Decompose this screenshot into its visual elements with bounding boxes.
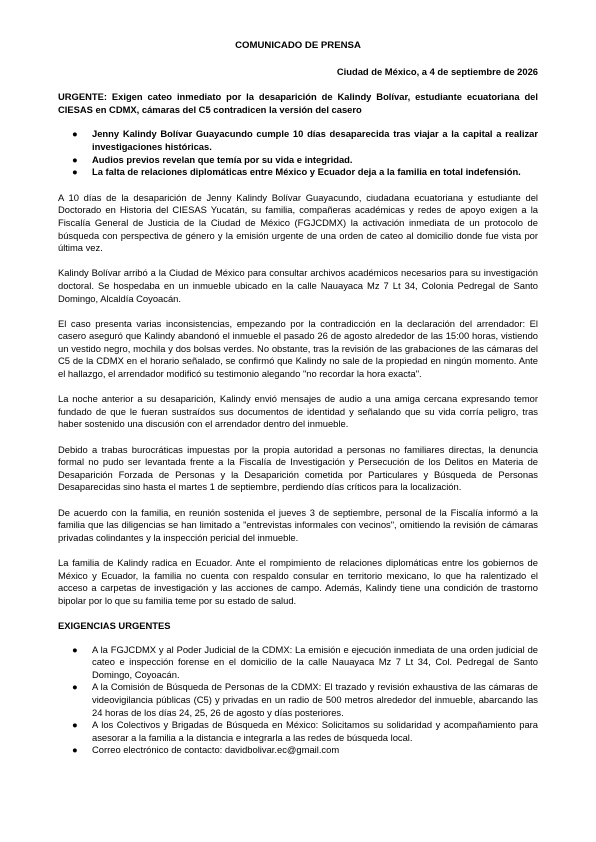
demand-item bbox=[58, 644, 538, 682]
body-paragraph: Debido a trabas burocráticas impuestas por la propia autoridad a personas no familiares directas, la denuncia formal no pudo ser levantada frente a la Fiscalía de Investigación y Persecución de los Delitos en Materia de Desaparición Forzada de Personas y la Desaparición cometida por Particulares y Búsqueda de Personas Desaparecidas sino hasta el martes 1 de septiembre, perdiendo días críticos para la localización. bbox=[58, 443, 538, 493]
body-paragraph: De acuerdo con la familia, en reunión sostenida el jueves 3 de septiembre, personal de la Fiscalía informó a la familia que las diligencias se han limitado a "entrevistas informales con vecinos", omitiendo la revisión de cámaras privadas colindantes y la inspección pericial del inmueble. bbox=[58, 506, 538, 543]
demands-list bbox=[58, 644, 538, 757]
highlight-item bbox=[58, 128, 538, 153]
bullet-icon: ● bbox=[72, 643, 78, 655]
highlight-item bbox=[58, 154, 538, 167]
demand-text: A la Comisión de Búsqueda de Personas de la CDMX: El trazado y revisión exhaustiva de las cámaras de videovigilancia públicas (C5) y privadas en un radio de 500 metros alrededor del inmueble, abarcando las 24 horas de los días 24, 25, 26 de agosto y días posteriores. bbox=[92, 681, 538, 718]
highlight-text: La falta de relaciones diplomáticas entre México y Ecuador deja a la familia en total indefensión. bbox=[92, 166, 521, 178]
demand-text: A la FGJCDMX y al Poder Judicial de la CDMX: La emisión e ejecución inmediata de una orden judicial de cateo e inspección forense en el domicilio de la calle Nauayaca Mz 7 Lt 34, Col. Pedregal de Santo Domingo, Coyoacán. bbox=[92, 643, 538, 680]
highlights-list bbox=[58, 128, 538, 178]
bullet-icon: ● bbox=[72, 681, 78, 693]
bullet-icon: ● bbox=[72, 153, 78, 165]
bullet-icon: ● bbox=[72, 744, 78, 756]
demand-item bbox=[58, 681, 538, 719]
contact-email-text: Correo electrónico de contacto: davidbolivar.ec@gmail.com bbox=[92, 744, 340, 756]
body-paragraph: El caso presenta varias inconsistencias, empezando por la contradicción en la declaración del arrendador: El casero aseguró que Kalindy abandonó el inmueble el pasado 26 de agosto alrededor de las 15:00 horas, vistiendo un vestido negro, mochila y dos bolsas verdes. No obstante, tras la revisión de las grabaciones de las cámaras del C5 de la CDMX en el horario señalado, se confirmó que Kalindy no sale de la propiedad en ningún momento. Ante el hallazgo, el arrendador modificó su testimonio alegando "no recordar la hora exacta". bbox=[58, 317, 538, 380]
bullet-icon: ● bbox=[72, 166, 78, 178]
document-title: COMUNICADO DE PRENSA bbox=[235, 40, 361, 51]
dateline: Ciudad de México, a 4 de septiembre de 2026 bbox=[336, 65, 538, 77]
bullet-icon: ● bbox=[72, 719, 78, 731]
bullet-icon: ● bbox=[72, 128, 78, 140]
highlight-text: Jenny Kalindy Bolívar Guayacundo cumple 10 días desaparecida tras viajar a la capital a realizar investigaciones históricas. bbox=[92, 128, 538, 152]
body-paragraph: La noche anterior a su desaparición, Kalindy envió mensajes de audio a una amiga cercana expresando temor fundado de que le fueran sustraídos sus documentos de identidad y señalando que su vida corría peligro, tras haber sostenido una discusión con el arrendador dentro del inmueble. bbox=[58, 393, 538, 430]
headline: URGENTE: Exigen cateo inmediato por la desaparición de Kalindy Bolívar, estudiante ecuatoriana del CIESAS en CDMX, cámaras del C5 contradicen la versión del casero bbox=[58, 91, 538, 115]
body-paragraph: La familia de Kalindy radica en Ecuador. Ante el rompimiento de relaciones diplomáticas entre los gobiernos de México y Ecuador, la familia no cuenta con respaldo consular en territorio mexicano, lo que ha ralentizado el acceso a carpetas de investigación y las acciones de campo. Además, Kalindy tiene una condición de trastorno bipolar por lo que su familia teme por su estado de salud. bbox=[58, 556, 538, 606]
body-paragraph: Kalindy Bolívar arribó a la Ciudad de México para consultar archivos académicos necesarios para su investigación doctoral. Se hospedaba en un inmueble ubicado en la calle Nauayaca Mz 7 Lt 34, Colonia Pedregal de Santo Domingo, Alcaldía Coyoacán. bbox=[58, 267, 538, 304]
demand-item bbox=[58, 719, 538, 744]
body-paragraph: A 10 días de la desaparición de Jenny Kalindy Bolívar Guayacundo, ciudadana ecuatoriana y estudiante del Doctorado en Historia del CIESAS Yucatán, su familia, compañeras académicas y redes de apoyo exigen a la Fiscalía General de Justicia de la Ciudad de México (FGJCDMX) la activación inmediata de un protocolo de búsqueda con perspectiva de género y la emisión urgente de una orden de cateo al domicilio donde fue vista por última vez. bbox=[58, 191, 538, 254]
highlight-item bbox=[58, 166, 538, 179]
demands-heading: EXIGENCIAS URGENTES bbox=[58, 619, 171, 631]
demand-text: A los Colectivos y Brigadas de Búsqueda en México: Solicitamos su solidaridad y acompañamiento para asesorar a la familia a la distancia e integrarla a las redes de búsqueda local. bbox=[92, 719, 538, 743]
highlight-text: Audios previos revelan que temía por su vida e integridad. bbox=[92, 153, 353, 165]
demand-item bbox=[58, 744, 538, 757]
